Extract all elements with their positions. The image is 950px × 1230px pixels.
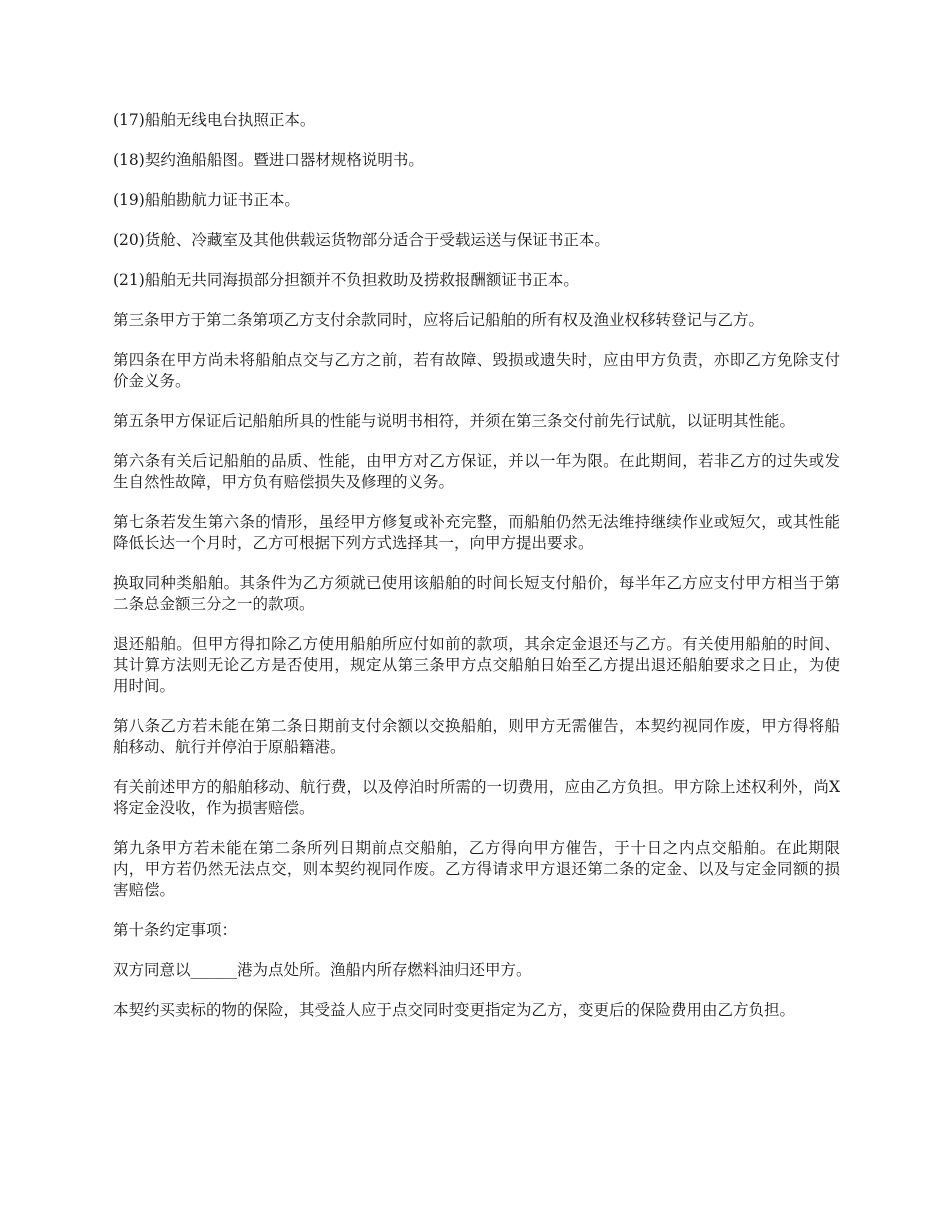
paragraph-item-20: (20)货舱、冷藏室及其他供载运货物部分适合于受载运送与保证书正本。 xyxy=(113,231,610,249)
article-8: 第八条乙方若未能在第二条日期前支付余额以交换船舶，则甲方无需催告，本契约视同作废，甲方得将船舶移动、航行并停泊于原船籍港。 xyxy=(113,717,840,756)
paragraph-item-17: (17)船舶无线电台执照正本。 xyxy=(113,111,316,129)
document-body xyxy=(113,110,840,1040)
article-9: 第九条甲方若未能在第二条所列日期前点交船舶，乙方得向甲方催告，于十日之内点交船舶。在此期限内，甲方若仍然无法点交，则本契约视同作废。乙方得请求甲方退还第二条的定金、以及与定金同额的损害赔偿。 xyxy=(113,839,840,899)
article-10-delivery-port: 双方同意以______港为点处所。渔船内所存燃料油归还甲方。 xyxy=(113,961,532,979)
article-7-option-exchange: 换取同种类船舶。其条件为乙方须就已使用该船舶的时间长短支付船价，每半年乙方应支付甲方相当于第二条总金额三分之一的款项。 xyxy=(113,574,840,613)
article-4: 第四条在甲方尚未将船舶点交与乙方之前，若有故障、毁损或遗失时，应由甲方负责，亦即乙方免除支付价金义务。 xyxy=(113,351,840,390)
paragraph-item-18: (18)契约渔船船图。暨进口器材规格说明书。 xyxy=(113,151,424,169)
paragraph-item-19: (19)船舶勘航力证书正本。 xyxy=(113,191,300,209)
article-10-heading: 第十条约定事项： xyxy=(113,921,238,939)
article-10-insurance: 本契约买卖标的物的保险，其受益人应于点交同时变更指定为乙方，变更后的保险费用由乙方负担。 xyxy=(113,1001,796,1019)
article-8-costs: 有关前述甲方的船舶移动、航行费，以及停泊时所需的一切费用，应由乙方负担。甲方除上述权利外，尚X将定金没收，作为损害赔偿。 xyxy=(113,778,840,817)
article-7-option-return: 退还船舶。但甲方得扣除乙方使用船舶所应付如前的款项，其余定金退还与乙方。有关使用船舶的时间、其计算方法则无论乙方是否使用，规定从第三条甲方点交船舶日始至乙方提出退还船舶要求之日止，为使用时间。 xyxy=(113,635,840,695)
article-3: 第三条甲方于第二条第项乙方支付余款同时，应将后记船舶的所有权及渔业权移转登记与乙方。 xyxy=(113,311,765,329)
article-6: 第六条有关后记船舶的品质、性能，由甲方对乙方保证，并以一年为限。在此期间，若非乙方的过失或发生自然性故障，甲方负有赔偿损失及修理的义务。 xyxy=(113,452,840,491)
article-7: 第七条若发生第六条的情形，虽经甲方修复或补充完整，而船舶仍然无法维持继续作业或短欠，或其性能降低长达一个月时，乙方可根据下列方式选择其一，向甲方提出要求。 xyxy=(113,513,840,552)
article-5: 第五条甲方保证后记船舶所具的性能与说明书相符，并须在第三条交付前先行试航，以证明其性能。 xyxy=(113,412,796,430)
paragraph-item-21: (21)船舶无共同海损部分担额并不负担救助及捞救报酬额证书正本。 xyxy=(113,271,579,289)
